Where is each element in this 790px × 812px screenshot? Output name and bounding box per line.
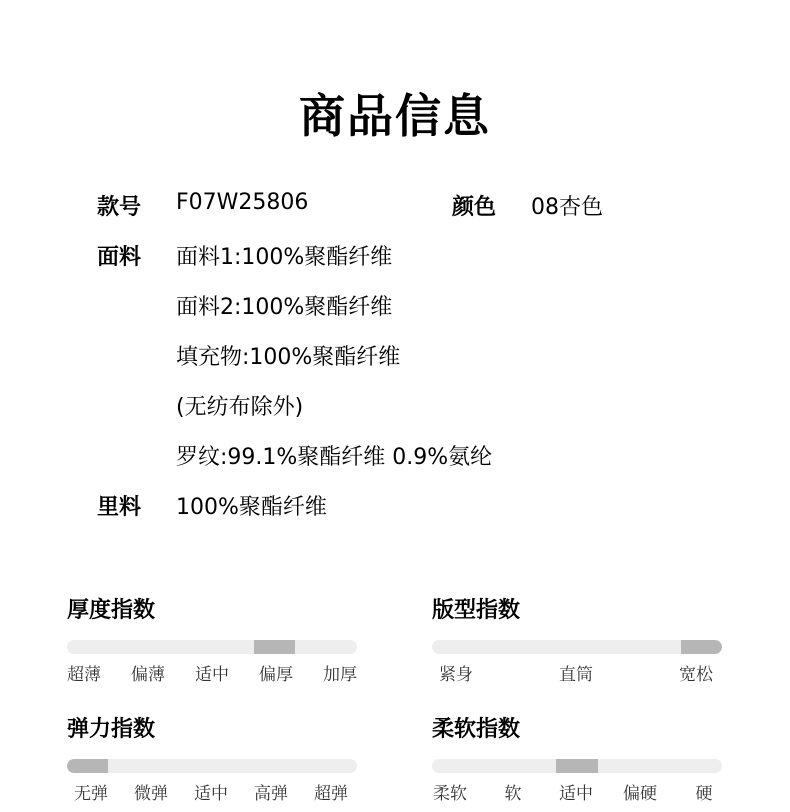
index-track (67, 759, 357, 773)
color-label: 颜色 (452, 195, 497, 220)
index-scale (432, 660, 722, 686)
scale-label: 超薄 (67, 665, 101, 685)
scale-label: 高弹 (254, 784, 288, 804)
index-scale (67, 660, 357, 686)
scale-label: 紧身 (439, 665, 473, 685)
index-marker (254, 640, 295, 654)
lining-label: 里料 (97, 495, 142, 520)
fabric-line: 填充物:100%聚酯纤维 (176, 345, 401, 370)
lining-value: 100%聚酯纤维 (176, 495, 327, 520)
scale-label: 适中 (559, 784, 593, 804)
scale-label: 柔软 (433, 784, 467, 804)
scale-label: 宽松 (679, 665, 713, 685)
scale-label: 适中 (195, 665, 229, 685)
page-title: 商品信息 (299, 89, 491, 143)
scale-label: 软 (504, 784, 522, 804)
index-marker (556, 759, 598, 773)
index-marker (681, 640, 722, 654)
scale-label: 偏薄 (131, 665, 165, 685)
fabric-label: 面料 (97, 245, 142, 270)
scale-label: 微弹 (134, 784, 168, 804)
scale-label: 超弹 (314, 784, 348, 804)
index-track (432, 640, 722, 654)
fabric-line: (无纺布除外) (176, 395, 304, 420)
thickness-index (67, 596, 357, 686)
scale-label: 直筒 (559, 665, 593, 685)
index-title: 版型指数 (432, 598, 521, 623)
fabric-line: 面料1:100%聚酯纤维 (176, 245, 393, 270)
color-value: 08杏色 (531, 195, 603, 220)
index-marker (67, 759, 108, 773)
index-title: 柔软指数 (432, 717, 521, 742)
index-track (67, 640, 357, 654)
scale-label: 加厚 (323, 665, 357, 685)
scale-label: 适中 (194, 784, 228, 804)
scale-label: 无弹 (74, 784, 108, 804)
fabric-line: 罗纹:99.1%聚酯纤维 0.9%氨纶 (176, 445, 493, 470)
elasticity-index (67, 715, 357, 805)
index-title: 厚度指数 (67, 598, 156, 623)
index-scale (432, 779, 722, 805)
fit-index (432, 596, 722, 686)
fabric-line: 面料2:100%聚酯纤维 (176, 295, 393, 320)
scale-label: 硬 (695, 784, 713, 804)
scale-label: 偏硬 (623, 784, 657, 804)
style-number-value: F07W25806 (176, 190, 309, 215)
index-title: 弹力指数 (67, 717, 156, 742)
softness-index (432, 715, 722, 805)
style-number-label: 款号 (97, 195, 142, 220)
index-scale (67, 779, 357, 805)
scale-label: 偏厚 (259, 665, 293, 685)
index-track (432, 759, 722, 773)
